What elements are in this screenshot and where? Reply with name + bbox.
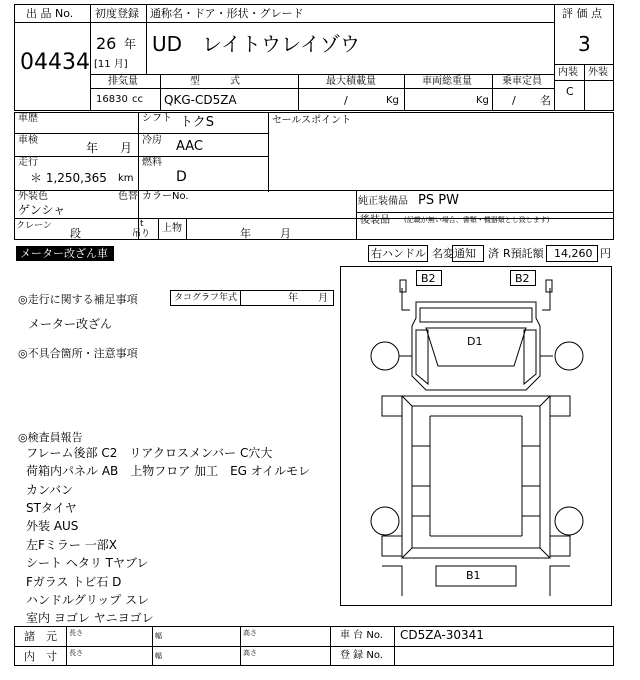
defects-label: ◎不具合箇所・注意事項: [18, 347, 138, 360]
crane-lift-label: 吊り: [132, 229, 151, 239]
first-reg-label: 初度登録: [95, 7, 139, 20]
crane-stage-unit: 段: [70, 227, 81, 240]
gross-weight-label: 車両総重量: [422, 76, 472, 87]
interior-grade: C: [566, 85, 574, 98]
shift-value: トクS: [180, 115, 214, 130]
year-unit: 年: [124, 37, 137, 51]
interior-label: 内装: [558, 67, 578, 78]
model-value: QKG-CD5ZA: [164, 93, 237, 107]
report-line: 外装 AUS: [26, 519, 79, 533]
body-month-unit: 月: [280, 227, 291, 240]
tachograph-month-unit: 月: [318, 293, 328, 304]
report-line: 左Fミラー 一部X: [26, 538, 117, 552]
body-year-unit: 年: [240, 227, 251, 240]
r-label: R預託額: [503, 247, 544, 260]
max-load-value: /: [344, 94, 348, 107]
fuel-label: 燃料: [142, 157, 162, 168]
body-label: 上物: [162, 223, 182, 234]
max-load-label: 最大積載量: [326, 76, 376, 87]
first-reg-year: 26: [96, 34, 117, 53]
report-line: シート ヘタリ Tヤブレ: [26, 556, 149, 570]
report-line: 室内 ヨゴレ ヤニヨゴレ: [26, 611, 154, 625]
displacement-value: 16830: [96, 94, 128, 105]
ac-label: 冷房: [142, 135, 162, 146]
inner-dims-label: 内 寸: [24, 650, 57, 663]
capacity-value: /: [512, 94, 516, 107]
width-label: 幅: [155, 632, 162, 640]
name-change-label: 名変通知: [432, 247, 476, 260]
yen-unit: 円: [600, 247, 611, 260]
chassis-value: CD5ZA-30341: [400, 628, 484, 642]
mark-b2-left: B2: [421, 272, 436, 285]
crane-t-unit: t: [140, 219, 144, 229]
color-no-label: 色替: [118, 191, 138, 202]
ac-value: AAC: [176, 139, 203, 154]
capacity-unit: 名: [540, 94, 551, 107]
max-load-unit: Kg: [386, 95, 399, 106]
fuel-value: D: [176, 169, 187, 185]
color-code-label: カラーNo.: [142, 191, 189, 202]
displacement-unit: cc: [132, 94, 143, 105]
exterior-label: 外装: [588, 67, 608, 78]
r-value: 14,260: [554, 247, 593, 260]
dims-label: 諸 元: [24, 630, 57, 643]
reg-label: 登 録 No.: [340, 650, 383, 661]
tachograph-year-unit: 年: [288, 293, 298, 304]
height-label: 高さ: [243, 629, 257, 637]
inspection-year-unit: 年: [86, 141, 99, 155]
displacement-label: 排気量: [108, 76, 138, 87]
inspector-report-label: ◎検査員報告: [18, 431, 83, 444]
aftermarket-label: 後装品: [360, 215, 390, 226]
driving-notes-label: ◎走行に関する補足事項: [18, 293, 138, 306]
sales-point-label: セールスポイント: [272, 115, 352, 126]
color-label: 外装色: [18, 191, 48, 202]
mark-d1: D1: [467, 335, 483, 348]
report-line: Fガラス トビ石 D: [26, 575, 122, 589]
aftermarket-note: (記載が無い場合、書類・機器類とし致します): [404, 216, 550, 224]
chassis-label: 車 台 No.: [340, 630, 383, 641]
first-reg-month: [11 月]: [94, 59, 128, 70]
equipment-label: 純正装備品: [358, 196, 408, 207]
shift-label: シフト: [142, 113, 172, 124]
report-line: 荷箱内パネル AB 上物フロア 加工 EG オイルモレ: [26, 464, 311, 478]
model-label: 型 式: [190, 76, 240, 87]
lot-label: 出 品 No.: [26, 7, 74, 20]
color-value: ゲンシャ: [18, 203, 66, 217]
kyo-label: 済: [488, 247, 499, 260]
mark-b2-right: B2: [515, 272, 530, 285]
car-name: UD レイトウレイゾウ: [152, 32, 361, 56]
length-label-inner: 長さ: [69, 649, 83, 657]
mark-b1: B1: [466, 569, 481, 582]
score-value: 3: [578, 32, 591, 56]
car-name-label: 通称名・ドア・形状・グレード: [150, 7, 304, 20]
mileage-label: 走行: [18, 157, 38, 168]
width-label-inner: 幅: [155, 652, 162, 660]
report-line: カンバン: [26, 483, 74, 497]
gross-weight-unit: Kg: [476, 95, 489, 106]
driving-note: メーター改ざん: [28, 317, 113, 331]
mileage-value: ＊ 1,250,365: [30, 171, 107, 185]
score-label: 評 価 点: [562, 7, 602, 20]
tachograph-label: タコグラフ年式: [174, 293, 238, 303]
capacity-label: 乗車定員: [502, 76, 542, 87]
lot-number: 04434: [20, 50, 90, 75]
report-line: STタイヤ: [26, 501, 77, 515]
mileage-unit: km: [118, 173, 134, 184]
name-change-box: [452, 245, 484, 262]
crane-label: クレーン: [16, 221, 52, 231]
length-label: 長さ: [69, 629, 83, 637]
height-label-inner: 高さ: [243, 649, 257, 657]
report-line: ハンドルグリップ スレ: [26, 593, 150, 607]
meter-tampered-badge: メーター改ざん車: [16, 246, 114, 261]
truck-diagram: [340, 266, 612, 606]
equipment-value: PS PW: [418, 193, 459, 208]
inspection-month-unit: 月: [120, 141, 133, 155]
report-line: フレーム後部 C2 リアクロスメンバー C穴大: [26, 446, 273, 460]
right-handle: 右ハンドル: [371, 247, 426, 260]
history-label: 車歴: [18, 113, 38, 124]
inspection-label: 車検: [18, 135, 38, 146]
